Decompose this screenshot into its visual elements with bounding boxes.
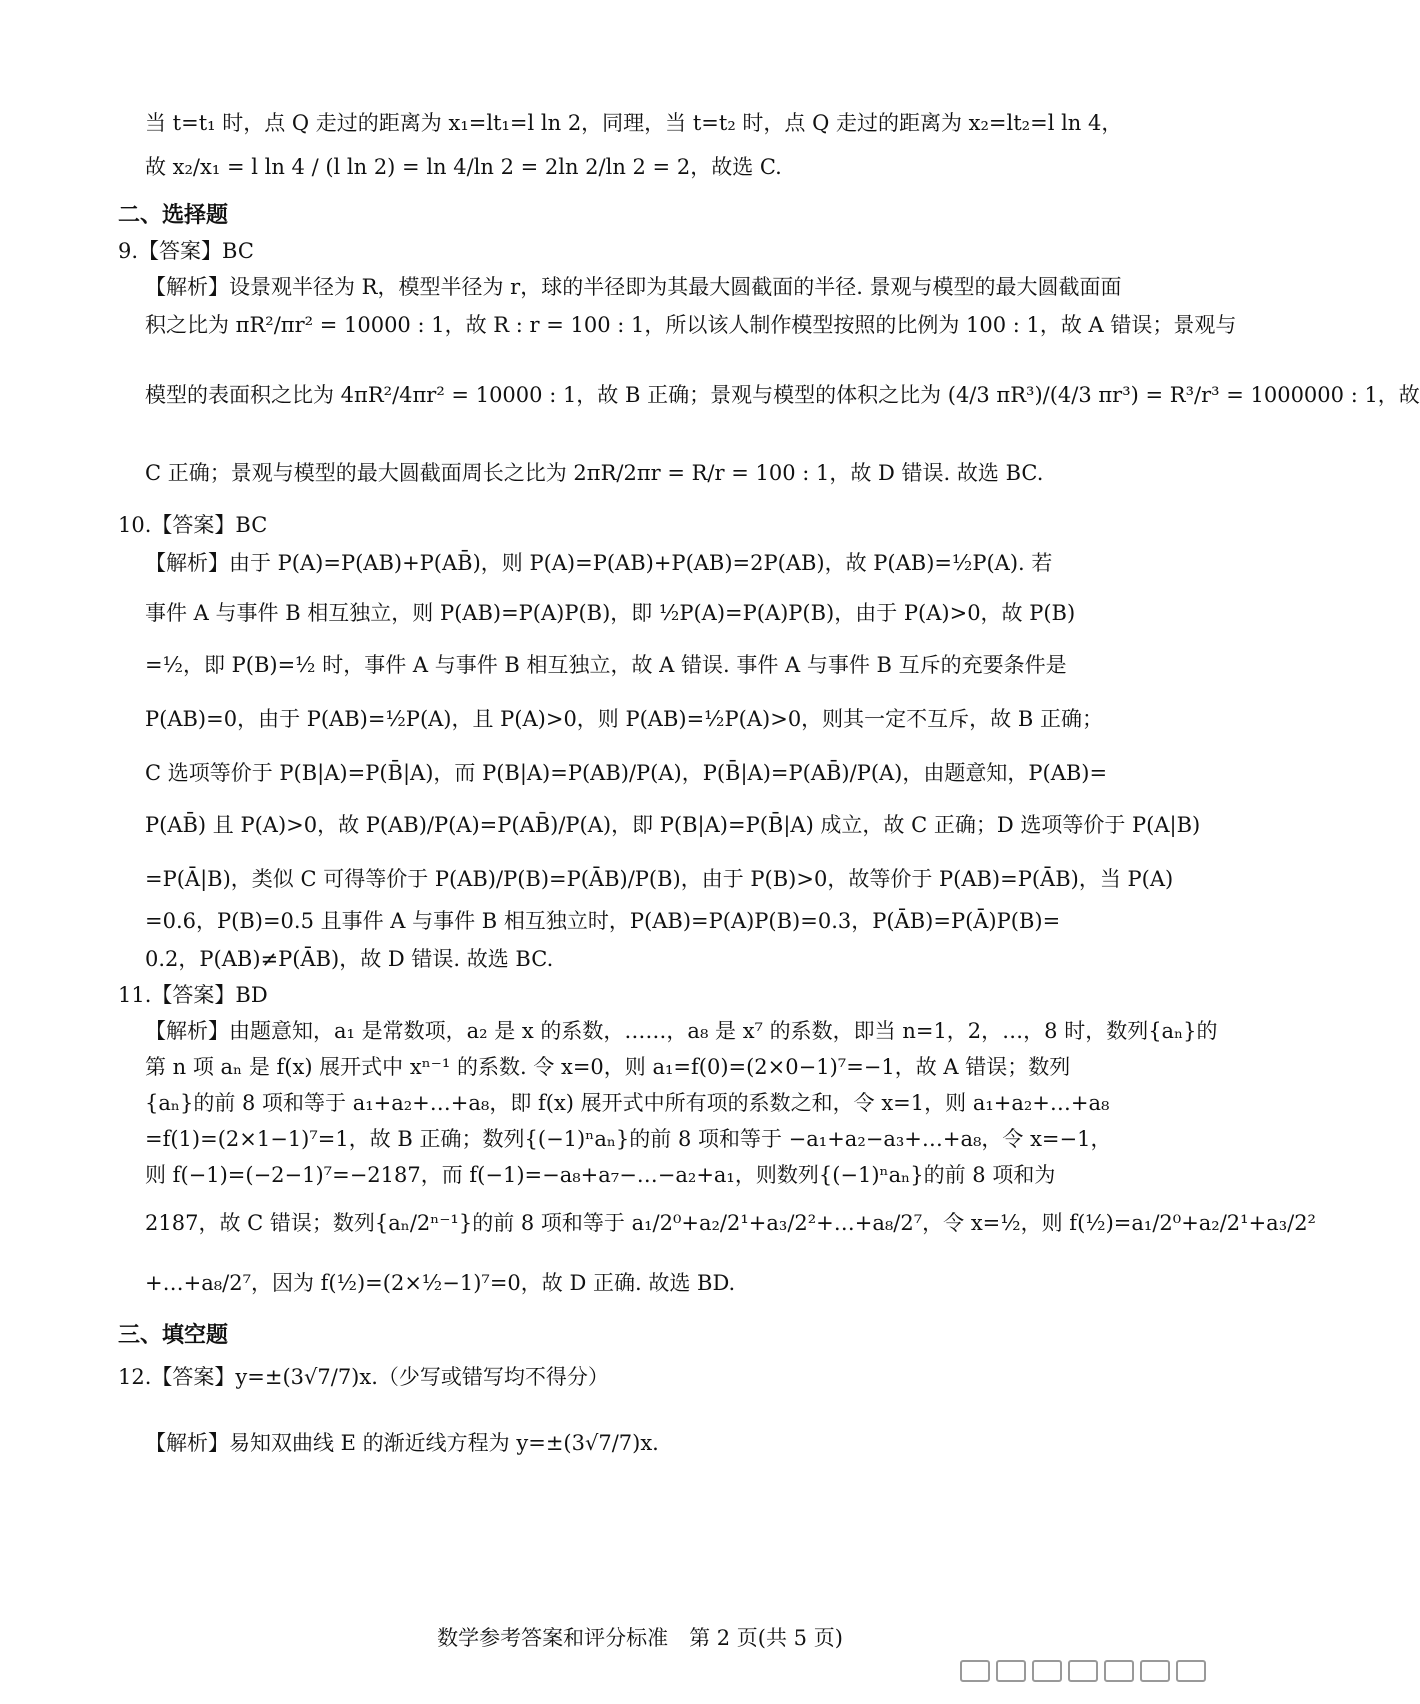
- answer-label: 11.【答案】BD: [118, 983, 268, 1007]
- answer-label: 9.【答案】BC: [118, 239, 254, 263]
- text-line: =0.6，P(B)=0.5 且事件 A 与事件 B 相互独立时，P(AB)=P(A)P(B)=0.3，P(ĀB)=P(Ā)P(B)=: [145, 909, 1061, 933]
- text-line: =½，即 P(B)=½ 时，事件 A 与事件 B 相互独立，故 A 错误. 事件 A 与事件 B 互斥的充要条件是: [145, 653, 1067, 677]
- text-line: {aₙ}的前 8 项和等于 a₁+a₂+…+a₈，即 f(x) 展开式中所有项的系数之和，令 x=1，则 a₁+a₂+…+a₈: [145, 1091, 1110, 1115]
- text-line: =f(1)=(2×1−1)⁷=1，故 B 正确；数列{(−1)ⁿaₙ}的前 8 项和等于 −a₁+a₂−a₃+…+a₈，令 x=−1，: [145, 1127, 1112, 1151]
- text-line: 2187，故 C 错误；数列{aₙ/2ⁿ⁻¹}的前 8 项和等于 a₁/2⁰+a₂/2¹+a₃/2²+…+a₈/2⁷，令 x=½，则 f(½)=a₁/2⁰+a₂/2¹+a₃/2²: [145, 1211, 1316, 1235]
- answer-label: 10.【答案】BC: [118, 513, 268, 537]
- text-line: P(AB)=0，由于 P(AB)=½P(A)，且 P(A)>0，则 P(AB)=½P(A)>0，则其一定不互斥，故 B 正确；: [145, 707, 1103, 731]
- text-line: 故 x₂/x₁ = l ln 4 / (l ln 2) = ln 4/ln 2 = 2ln 2/ln 2 = 2，故选 C.: [145, 155, 782, 179]
- text-line: C 选项等价于 P(B|A)=P(B̄|A)，而 P(B|A)=P(AB)/P(A)，P(B̄|A)=P(AB̄)/P(A)，由题意知，P(AB)=: [145, 761, 1108, 785]
- corner-marks: [960, 1660, 1240, 1682]
- text-line: 则 f(−1)=(−2−1)⁷=−2187，而 f(−1)=−a₈+a₇−…−a₂+a₁，则数列{(−1)ⁿaₙ}的前 8 项和为: [145, 1163, 1056, 1187]
- text-line: 事件 A 与事件 B 相互独立，则 P(AB)=P(A)P(B)，即 ½P(A)=P(A)P(B)，由于 P(A)>0，故 P(B): [145, 601, 1076, 625]
- text-line: +…+a₈/2⁷，因为 f(½)=(2×½−1)⁷=0，故 D 正确. 故选 BD.: [145, 1271, 736, 1295]
- text-line: 【解析】设景观半径为 R，模型半径为 r，球的半径即为其最大圆截面的半径. 景观与模型的最大圆截面面: [145, 275, 1122, 299]
- mark-box: [1104, 1660, 1134, 1682]
- mark-box: [1032, 1660, 1062, 1682]
- text-line: 【解析】由题意知，a₁ 是常数项，a₂ 是 x 的系数，……，a₈ 是 x⁷ 的系数，即当 n=1，2，…，8 时，数列{aₙ}的: [145, 1019, 1218, 1043]
- answer-label: 12.【答案】y=±(3√7/7)x.（少写或错写均不得分）: [118, 1365, 609, 1389]
- text-line: 0.2，P(AB)≠P(ĀB)，故 D 错误. 故选 BC.: [145, 947, 554, 971]
- text-line: 【解析】由于 P(A)=P(AB)+P(AB̄)，则 P(A)=P(AB)+P(AB)=2P(AB)，故 P(AB)=½P(A). 若: [145, 551, 1053, 575]
- text-line: 当 t=t₁ 时，点 Q 走过的距离为 x₁=lt₁=l ln 2，同理，当 t=t₂ 时，点 Q 走过的距离为 x₂=lt₂=l ln 4，: [145, 111, 1123, 135]
- text-line: =P(Ā|B)，类似 C 可得等价于 P(AB)/P(B)=P(ĀB)/P(B)，由于 P(B)>0，故等价于 P(AB)=P(ĀB)，当 P(A): [145, 867, 1174, 891]
- text-line: 第 n 项 aₙ 是 f(x) 展开式中 xⁿ⁻¹ 的系数. 令 x=0，则 a₁=f(0)=(2×0−1)⁷=−1，故 A 错误；数列: [145, 1055, 1071, 1079]
- page-footer: 数学参考答案和评分标准 第 2 页(共 5 页): [437, 1626, 843, 1650]
- text-line: 积之比为 πR²/πr² = 10000 : 1，故 R : r = 100 : 1，所以该人制作模型按照的比例为 100 : 1，故 A 错误；景观与: [145, 313, 1237, 337]
- section-heading-choice: 二、选择题: [118, 203, 229, 228]
- mark-box: [1068, 1660, 1098, 1682]
- text-line: P(AB̄) 且 P(A)>0，故 P(AB)/P(A)=P(AB̄)/P(A)，即 P(B|A)=P(B̄|A) 成立，故 C 正确；D 选项等价于 P(A|B): [145, 813, 1201, 837]
- mark-box: [996, 1660, 1026, 1682]
- mark-box: [960, 1660, 990, 1682]
- text-line: 【解析】易知双曲线 E 的渐近线方程为 y=±(3√7/7)x.: [145, 1431, 659, 1455]
- mark-box: [1176, 1660, 1206, 1682]
- text-line: 模型的表面积之比为 4πR²/4πr² = 10000 : 1，故 B 正确；景观与模型的体积之比为 (4/3 πR³)/(4/3 πr³) = R³/r³ = 1000000 : 1，故: [145, 383, 1420, 407]
- section-heading-fill: 三、填空题: [118, 1323, 229, 1348]
- text-line: C 正确；景观与模型的最大圆截面周长之比为 2πR/2πr = R/r = 100 : 1，故 D 错误. 故选 BC.: [145, 461, 1044, 485]
- mark-box: [1140, 1660, 1170, 1682]
